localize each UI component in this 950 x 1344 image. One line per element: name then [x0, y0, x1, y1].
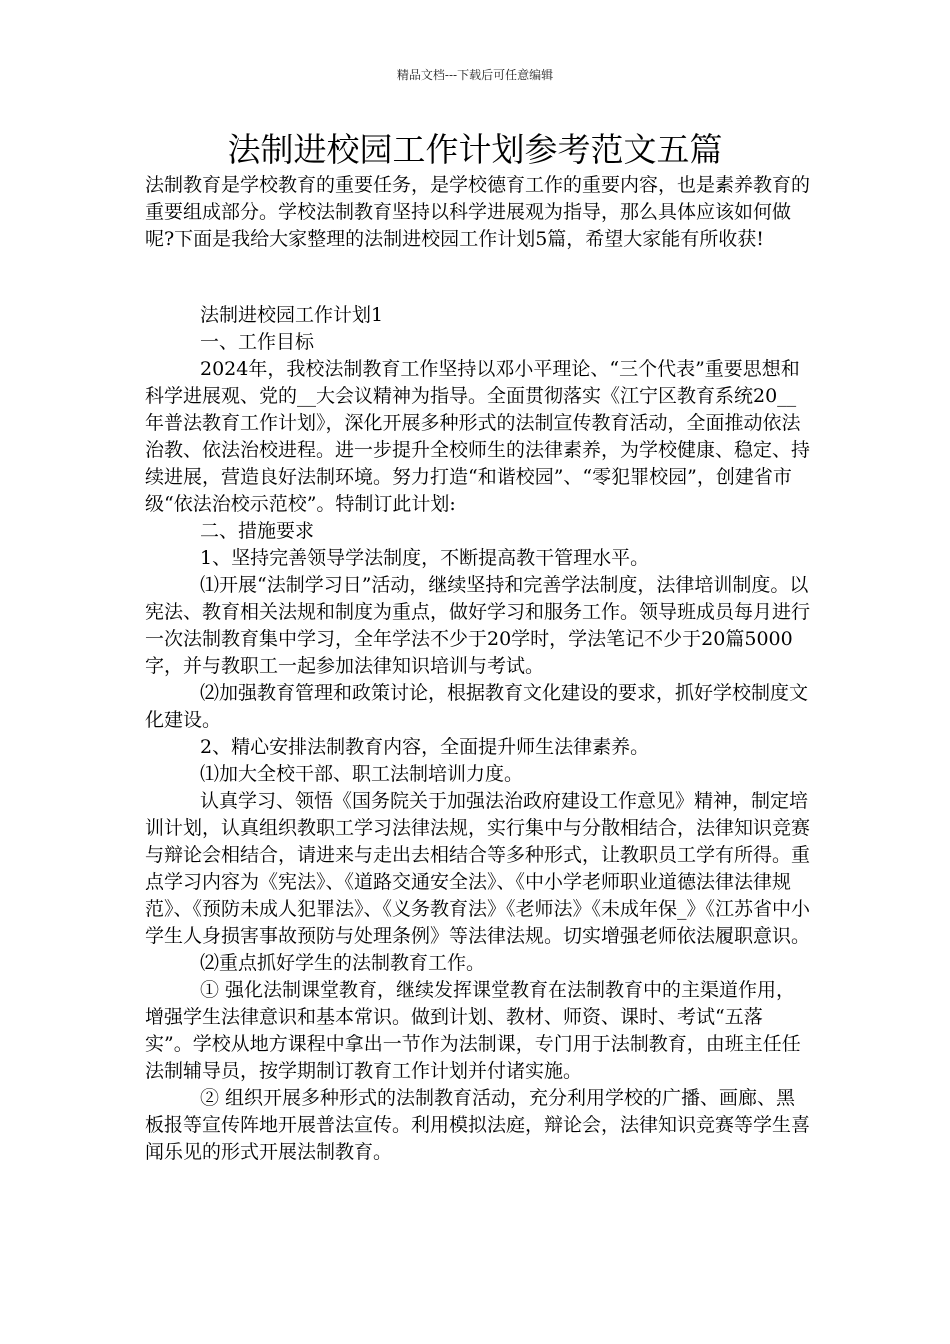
document-body	[145, 172, 810, 1166]
paragraph-measure-1-item-2: ⑵加强教育管理和政策讨论，根据教育文化建设的要求，抓好学校制度文化建设。	[145, 682, 809, 731]
document-title: 法制进校园工作计划参考范文五篇	[227, 130, 723, 169]
heading-measures: 二、措施要求	[200, 520, 315, 542]
paragraph-classroom-education: ① 强化法制课堂教育，继续发挥课堂教育在法制教育中的主渠道作用，增强学生法律意识和基本常识。做到计划、教材、师资、课时、考试“五落实”。学校从地方课程中拿出一节作为法制课，专门用于法制教育，由班主任任法制辅导员，按学期制订教育工作计划并付诸实施。	[145, 979, 801, 1082]
intro-paragraph: 法制教育是学校教育的重要任务，是学校德育工作的重要内容，也是素养教育的重要组成部分。学校法制教育坚持以科学进展观为指导，那么具体应该如何做呢?下面是我给大家整理的法制进校园工作计划5篇，希望大家能有所收获!	[145, 174, 811, 250]
paragraph-activities: ② 组织开展多种形式的法制教育活动，充分利用学校的广播、画廊、黑板报等宣传阵地开展普法宣传。利用模拟法庭，辩论会，法律知识竞赛等学生喜闻乐见的形式开展法制教育。	[145, 1087, 811, 1163]
paragraph-measure-2-item-2: ⑵重点抓好学生的法制教育工作。	[200, 952, 486, 974]
heading-work-goals: 一、工作目标	[200, 331, 315, 353]
paragraph-measure-1-item-1: ⑴开展“法制学习日”活动，继续坚持和完善学法制度，法律培训制度。以宪法、教育相关法规和制度为重点，做好学习和服务工作。领导班成员每月进行一次法制教育集中学习，全年学法不少于20学时，学法笔记不少于20篇5000字，并与教职工一起参加法律知识培训与考试。	[145, 574, 811, 677]
header-note: 精品文档---下载后可任意编辑	[396, 68, 554, 82]
paragraph-measure-2: 2、精心安排法制教育内容，全面提升师生法律素养。	[200, 736, 650, 758]
paragraph-measure-2-item-1: ⑴加大全校干部、职工法制培训力度。	[200, 763, 524, 785]
paragraph-goals: 2024年，我校法制教育工作坚持以邓小平理论、“三个代表”重要思想和科学进展观、党的__大会议精神为指导。全面贯彻落实《江宁区教育系统20__年普法教育工作计划》，深化开展多种形式的法制宣传教育活动，全面推动依法治教、依法治校进程。进一步提升全校师生的法律素养，为学校健康、稳定、持续进展，营造良好法制环境。努力打造“和谐校园”、“零犯罪校园”，创建省市级“依法治校示范校”。特制订此计划:	[145, 358, 811, 515]
section-title: 法制进校园工作计划1	[200, 304, 384, 326]
paragraph-staff-training: 认真学习、领悟《国务院关于加强法治政府建设工作意见》精神，制定培训计划，认真组织教职工学习法律法规，实行集中与分散相结合，法律知识竞赛与辩论会相结合，请进来与走出去相结合等多种形式，让教职员工学有所得。重点学习内容为《宪法》、《道路交通安全法》、《中小学老师职业道德法律法律规范》、《预防未成人犯罪法》、《义务教育法》《老师法》《未成年保_》《江苏省中小学生人身损害事故预防与处理条例》等法律法规。切实增强老师依法履职意识。	[145, 790, 811, 947]
paragraph-measure-1: 1、坚持完善领导学法制度，不断提高教干管理水平。	[200, 547, 650, 569]
